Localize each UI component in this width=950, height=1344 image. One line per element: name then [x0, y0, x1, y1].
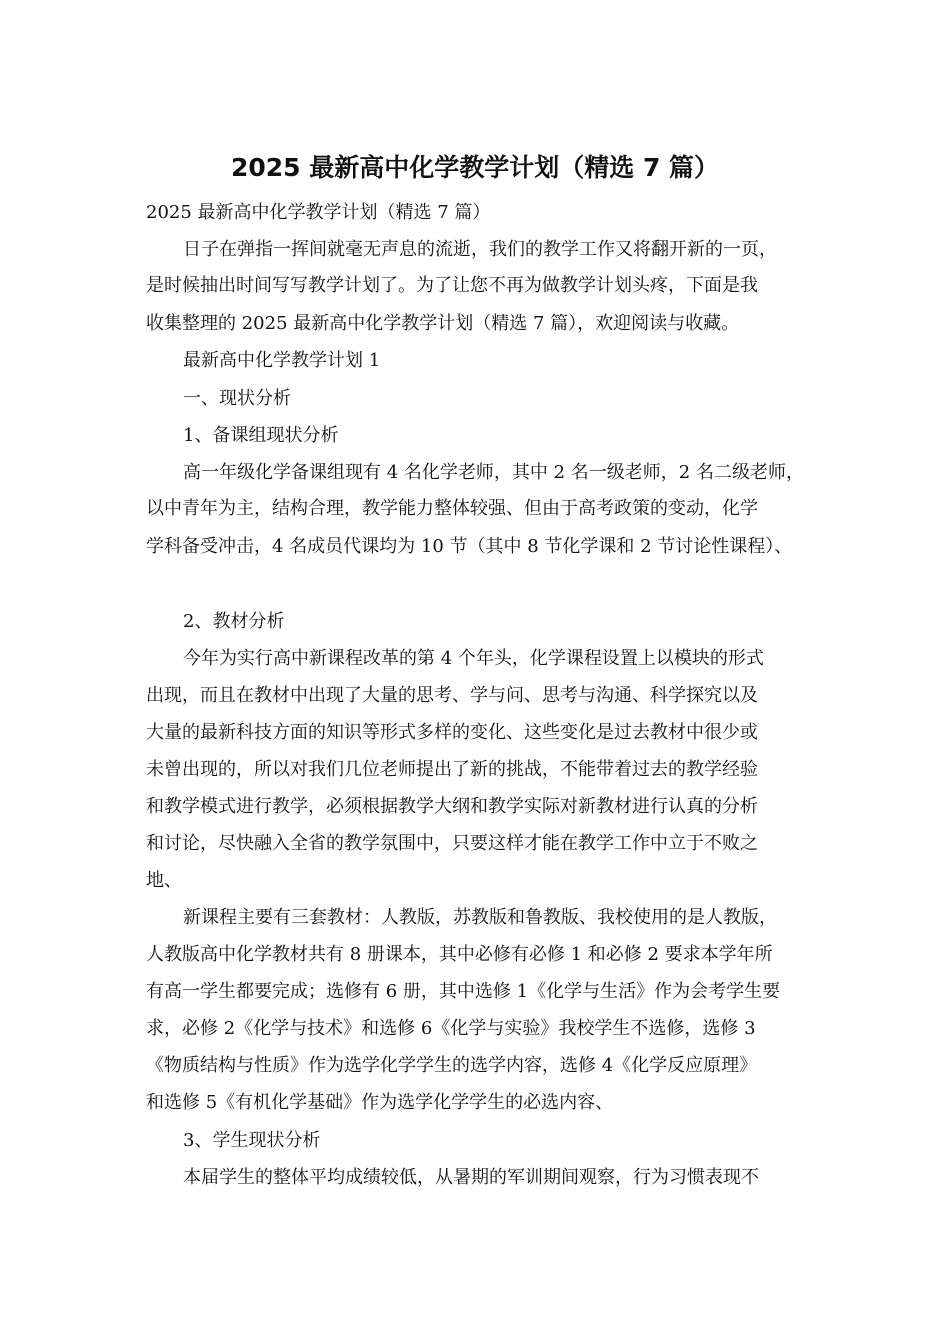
section-heading: 最新高中化学教学计划 1 [183, 350, 381, 371]
paragraph-line: 《物质结构与性质》作为选学化学学生的选学内容，选修 4《化学反应原理》 [146, 1055, 758, 1076]
paragraph-line: 地、 [146, 870, 182, 891]
document-title: 2025 最新高中化学教学计划（精选 7 篇） [230, 153, 720, 182]
paragraph-line: 今年为实行高中新课程改革的第 4 个年头，化学课程设置上以模块的形式 [183, 648, 764, 669]
paragraph-line: 以中青年为主，结构合理，教学能力整体较强、但由于高考政策的变动，化学 [146, 498, 758, 519]
paragraph-line: 出现，而且在教材中出现了大量的思考、学与问、思考与沟通、科学探究以及 [146, 685, 758, 706]
paragraph-line: 新课程主要有三套教材：人教版，苏教版和鲁教版、我校使用的是人教版， [183, 907, 777, 928]
paragraph-line: 日子在弹指一挥间就毫无声息的流逝，我们的教学工作又将翻开新的一页， [183, 239, 777, 260]
section-heading: 一、现状分析 [183, 388, 291, 409]
paragraph-line: 求，必修 2《化学与技术》和选修 6《化学与实验》我校学生不选修，选修 3 [146, 1018, 756, 1039]
paragraph-line: 大量的最新科技方面的知识等形式多样的变化、这些变化是过去教材中很少或 [146, 722, 758, 743]
paragraph-line: 收集整理的 2025 最新高中化学教学计划（精选 7 篇），欢迎阅读与收藏。 [146, 313, 740, 334]
paragraph-line: 和选修 5《有机化学基础》作为选学化学学生的必选内容、 [146, 1092, 614, 1113]
section-heading: 3、学生现状分析 [183, 1130, 321, 1151]
paragraph-line: 人教版高中化学教材共有 8 册课本，其中必修有必修 1 和必修 2 要求本学年所 [146, 944, 773, 965]
paragraph-line: 未曾出现的，所以对我们几位老师提出了新的挑战，不能带着过去的教学经验 [146, 759, 758, 780]
paragraph-line: 和教学模式进行教学，必须根据教学大纲和教学实际对新教材进行认真的分析 [146, 796, 758, 817]
paragraph-line: 本届学生的整体平均成绩较低，从暑期的军训期间观察，行为习惯表现不 [183, 1167, 759, 1188]
subtitle-line: 2025 最新高中化学教学计划（精选 7 篇） [146, 202, 491, 223]
paragraph-line: 学科备受冲击，4 名成员代课均为 10 节（其中 8 节化学课和 2 节讨论性课程）、 [146, 536, 793, 557]
paragraph-line: 是时候抽出时间写写教学计划了。为了让您不再为做教学计划头疼，下面是我 [146, 275, 758, 296]
paragraph-line: 有高一学生都要完成；选修有 6 册，其中选修 1《化学与生活》作为会考学生要 [146, 981, 781, 1002]
paragraph-line: 高一年级化学备课组现有 4 名化学老师，其中 2 名一级老师，2 名二级老师， [183, 462, 804, 483]
paragraph-line: 和讨论，尽快融入全省的教学氛围中，只要这样才能在教学工作中立于不败之 [146, 833, 758, 854]
section-heading: 1、备课组现状分析 [183, 425, 339, 446]
section-heading: 2、教材分析 [183, 611, 285, 632]
